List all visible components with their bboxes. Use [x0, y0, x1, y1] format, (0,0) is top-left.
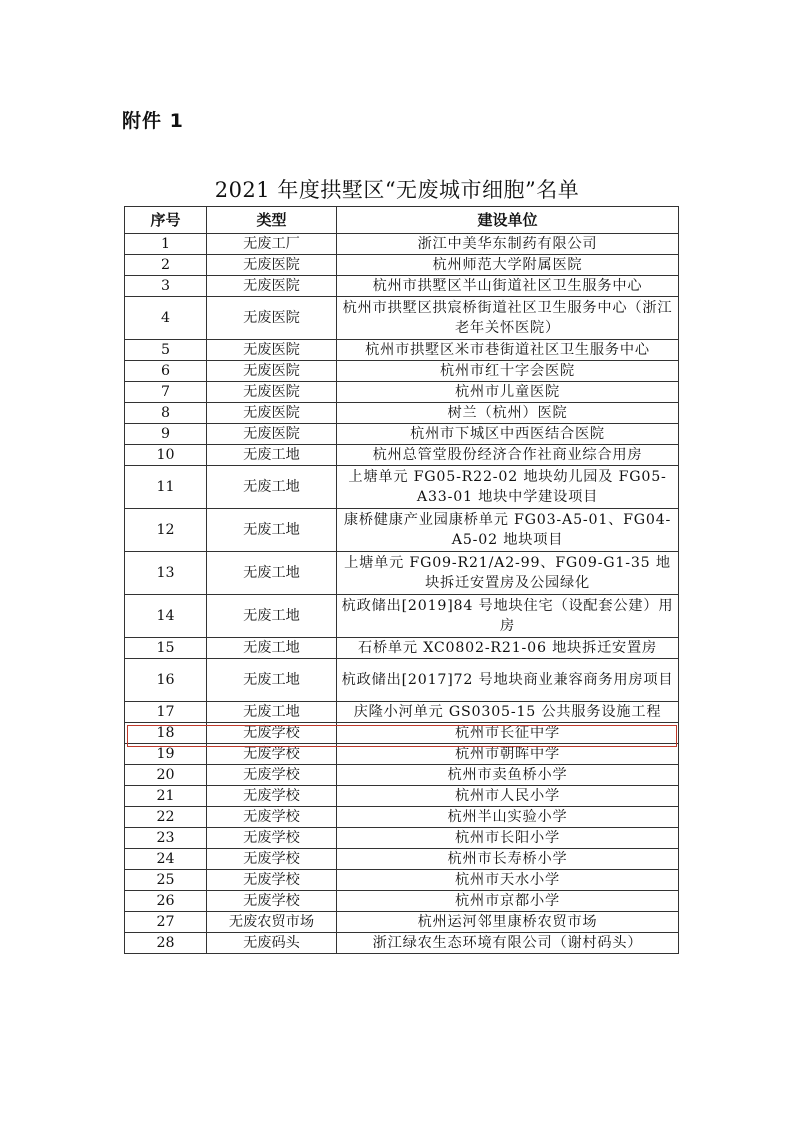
table-row [125, 234, 679, 255]
row-type: 无废学校 [207, 849, 337, 870]
row-number: 26 [125, 891, 207, 912]
attachment-label: 附件 1 [122, 110, 184, 132]
row-number: 28 [125, 933, 207, 954]
row-unit: 树兰（杭州）医院 [337, 403, 679, 424]
row-unit: 杭州市长阳小学 [337, 828, 679, 849]
row-number: 19 [125, 744, 207, 765]
row-type: 无废医院 [207, 276, 337, 297]
row-number: 21 [125, 786, 207, 807]
row-type: 无废工地 [207, 702, 337, 723]
row-number: 16 [125, 659, 207, 702]
table-row [125, 382, 679, 403]
row-unit: 庆隆小河单元 GS0305-15 公共服务设施工程 [337, 702, 679, 723]
row-number: 7 [125, 382, 207, 403]
row-number: 23 [125, 828, 207, 849]
row-number: 14 [125, 595, 207, 638]
row-unit: 杭州市红十字会医院 [337, 361, 679, 382]
table-row [125, 659, 679, 702]
row-type: 无废学校 [207, 786, 337, 807]
table-row [125, 765, 679, 786]
row-unit: 杭州半山实验小学 [337, 807, 679, 828]
table-row [125, 638, 679, 659]
row-number: 6 [125, 361, 207, 382]
document-title: 2021 年度拱墅区“无废城市细胞”名单 [214, 178, 580, 202]
row-type: 无废工厂 [207, 234, 337, 255]
row-number: 15 [125, 638, 207, 659]
header-type: 类型 [207, 207, 337, 234]
table-header-row [125, 207, 679, 234]
row-type: 无废医院 [207, 424, 337, 445]
row-unit: 杭州市拱墅区米市巷街道社区卫生服务中心 [337, 340, 679, 361]
row-unit: 石桥单元 XC0802-R21-06 地块拆迁安置房 [337, 638, 679, 659]
row-unit: 浙江绿农生态环境有限公司（谢村码头） [337, 933, 679, 954]
row-type: 无废工地 [207, 445, 337, 466]
roster-table [124, 206, 679, 954]
row-type: 无废学校 [207, 891, 337, 912]
row-number: 27 [125, 912, 207, 933]
table-row [125, 255, 679, 276]
row-number: 3 [125, 276, 207, 297]
row-number: 13 [125, 552, 207, 595]
row-unit: 杭州师范大学附属医院 [337, 255, 679, 276]
table-row [125, 723, 679, 744]
table-row [125, 552, 679, 595]
table-row [125, 828, 679, 849]
table-row [125, 340, 679, 361]
header-no: 序号 [125, 207, 207, 234]
row-unit: 杭州市人民小学 [337, 786, 679, 807]
row-unit: 杭州市京都小学 [337, 891, 679, 912]
row-type: 无废工地 [207, 552, 337, 595]
row-type: 无废码头 [207, 933, 337, 954]
row-type: 无废学校 [207, 744, 337, 765]
row-number: 22 [125, 807, 207, 828]
row-type: 无废农贸市场 [207, 912, 337, 933]
row-type: 无废学校 [207, 828, 337, 849]
table-row [125, 595, 679, 638]
table-row [125, 276, 679, 297]
row-unit: 杭政储出[2017]72 号地块商业兼容商务用房项目 [337, 659, 679, 702]
row-number: 11 [125, 466, 207, 509]
row-unit: 杭州市长征中学 [337, 723, 679, 744]
row-type: 无废工地 [207, 595, 337, 638]
table-row [125, 403, 679, 424]
row-unit: 杭政储出[2019]84 号地块住宅（设配套公建）用房 [337, 595, 679, 638]
row-number: 1 [125, 234, 207, 255]
table-row [125, 509, 679, 552]
row-type: 无废医院 [207, 297, 337, 340]
row-number: 5 [125, 340, 207, 361]
table-row [125, 297, 679, 340]
header-unit: 建设单位 [337, 207, 679, 234]
table-row [125, 870, 679, 891]
table-row [125, 702, 679, 723]
row-type: 无废工地 [207, 638, 337, 659]
row-number: 24 [125, 849, 207, 870]
row-number: 12 [125, 509, 207, 552]
table-row [125, 933, 679, 954]
row-unit: 杭州运河邻里康桥农贸市场 [337, 912, 679, 933]
row-type: 无废工地 [207, 659, 337, 702]
row-type: 无废学校 [207, 807, 337, 828]
row-number: 2 [125, 255, 207, 276]
row-unit: 杭州总管堂股份经济合作社商业综合用房 [337, 445, 679, 466]
table-row [125, 786, 679, 807]
row-number: 8 [125, 403, 207, 424]
row-unit: 杭州市朝晖中学 [337, 744, 679, 765]
row-type: 无废医院 [207, 403, 337, 424]
row-unit: 杭州市卖鱼桥小学 [337, 765, 679, 786]
row-number: 20 [125, 765, 207, 786]
row-type: 无废工地 [207, 466, 337, 509]
row-unit: 浙江中美华东制药有限公司 [337, 234, 679, 255]
row-number: 4 [125, 297, 207, 340]
row-number: 10 [125, 445, 207, 466]
row-type: 无废学校 [207, 765, 337, 786]
row-type: 无废学校 [207, 870, 337, 891]
row-unit: 杭州市天水小学 [337, 870, 679, 891]
table-row [125, 424, 679, 445]
row-type: 无废医院 [207, 361, 337, 382]
table-row [125, 912, 679, 933]
row-unit: 杭州市儿童医院 [337, 382, 679, 403]
row-number: 18 [125, 723, 207, 744]
table-row [125, 891, 679, 912]
row-unit: 上塘单元 FG05-R22-02 地块幼儿园及 FG05-A33-01 地块中学建设项目 [337, 466, 679, 509]
row-unit: 康桥健康产业园康桥单元 FG03-A5-01、FG04-A5-02 地块项目 [337, 509, 679, 552]
table-row [125, 744, 679, 765]
row-unit: 杭州市拱墅区拱宸桥街道社区卫生服务中心（浙江老年关怀医院） [337, 297, 679, 340]
row-unit: 杭州市下城区中西医结合医院 [337, 424, 679, 445]
row-unit: 杭州市拱墅区半山街道社区卫生服务中心 [337, 276, 679, 297]
row-type: 无废工地 [207, 509, 337, 552]
row-type: 无废医院 [207, 382, 337, 403]
row-number: 9 [125, 424, 207, 445]
row-type: 无废学校 [207, 723, 337, 744]
row-unit: 上塘单元 FG09-R21/A2-99、FG09-G1-35 地块拆迁安置房及公园绿化 [337, 552, 679, 595]
row-type: 无废医院 [207, 340, 337, 361]
row-unit: 杭州市长寿桥小学 [337, 849, 679, 870]
row-number: 25 [125, 870, 207, 891]
table-row [125, 849, 679, 870]
table-row [125, 466, 679, 509]
row-type: 无废医院 [207, 255, 337, 276]
table-row [125, 445, 679, 466]
table-row [125, 361, 679, 382]
row-number: 17 [125, 702, 207, 723]
table-row [125, 807, 679, 828]
